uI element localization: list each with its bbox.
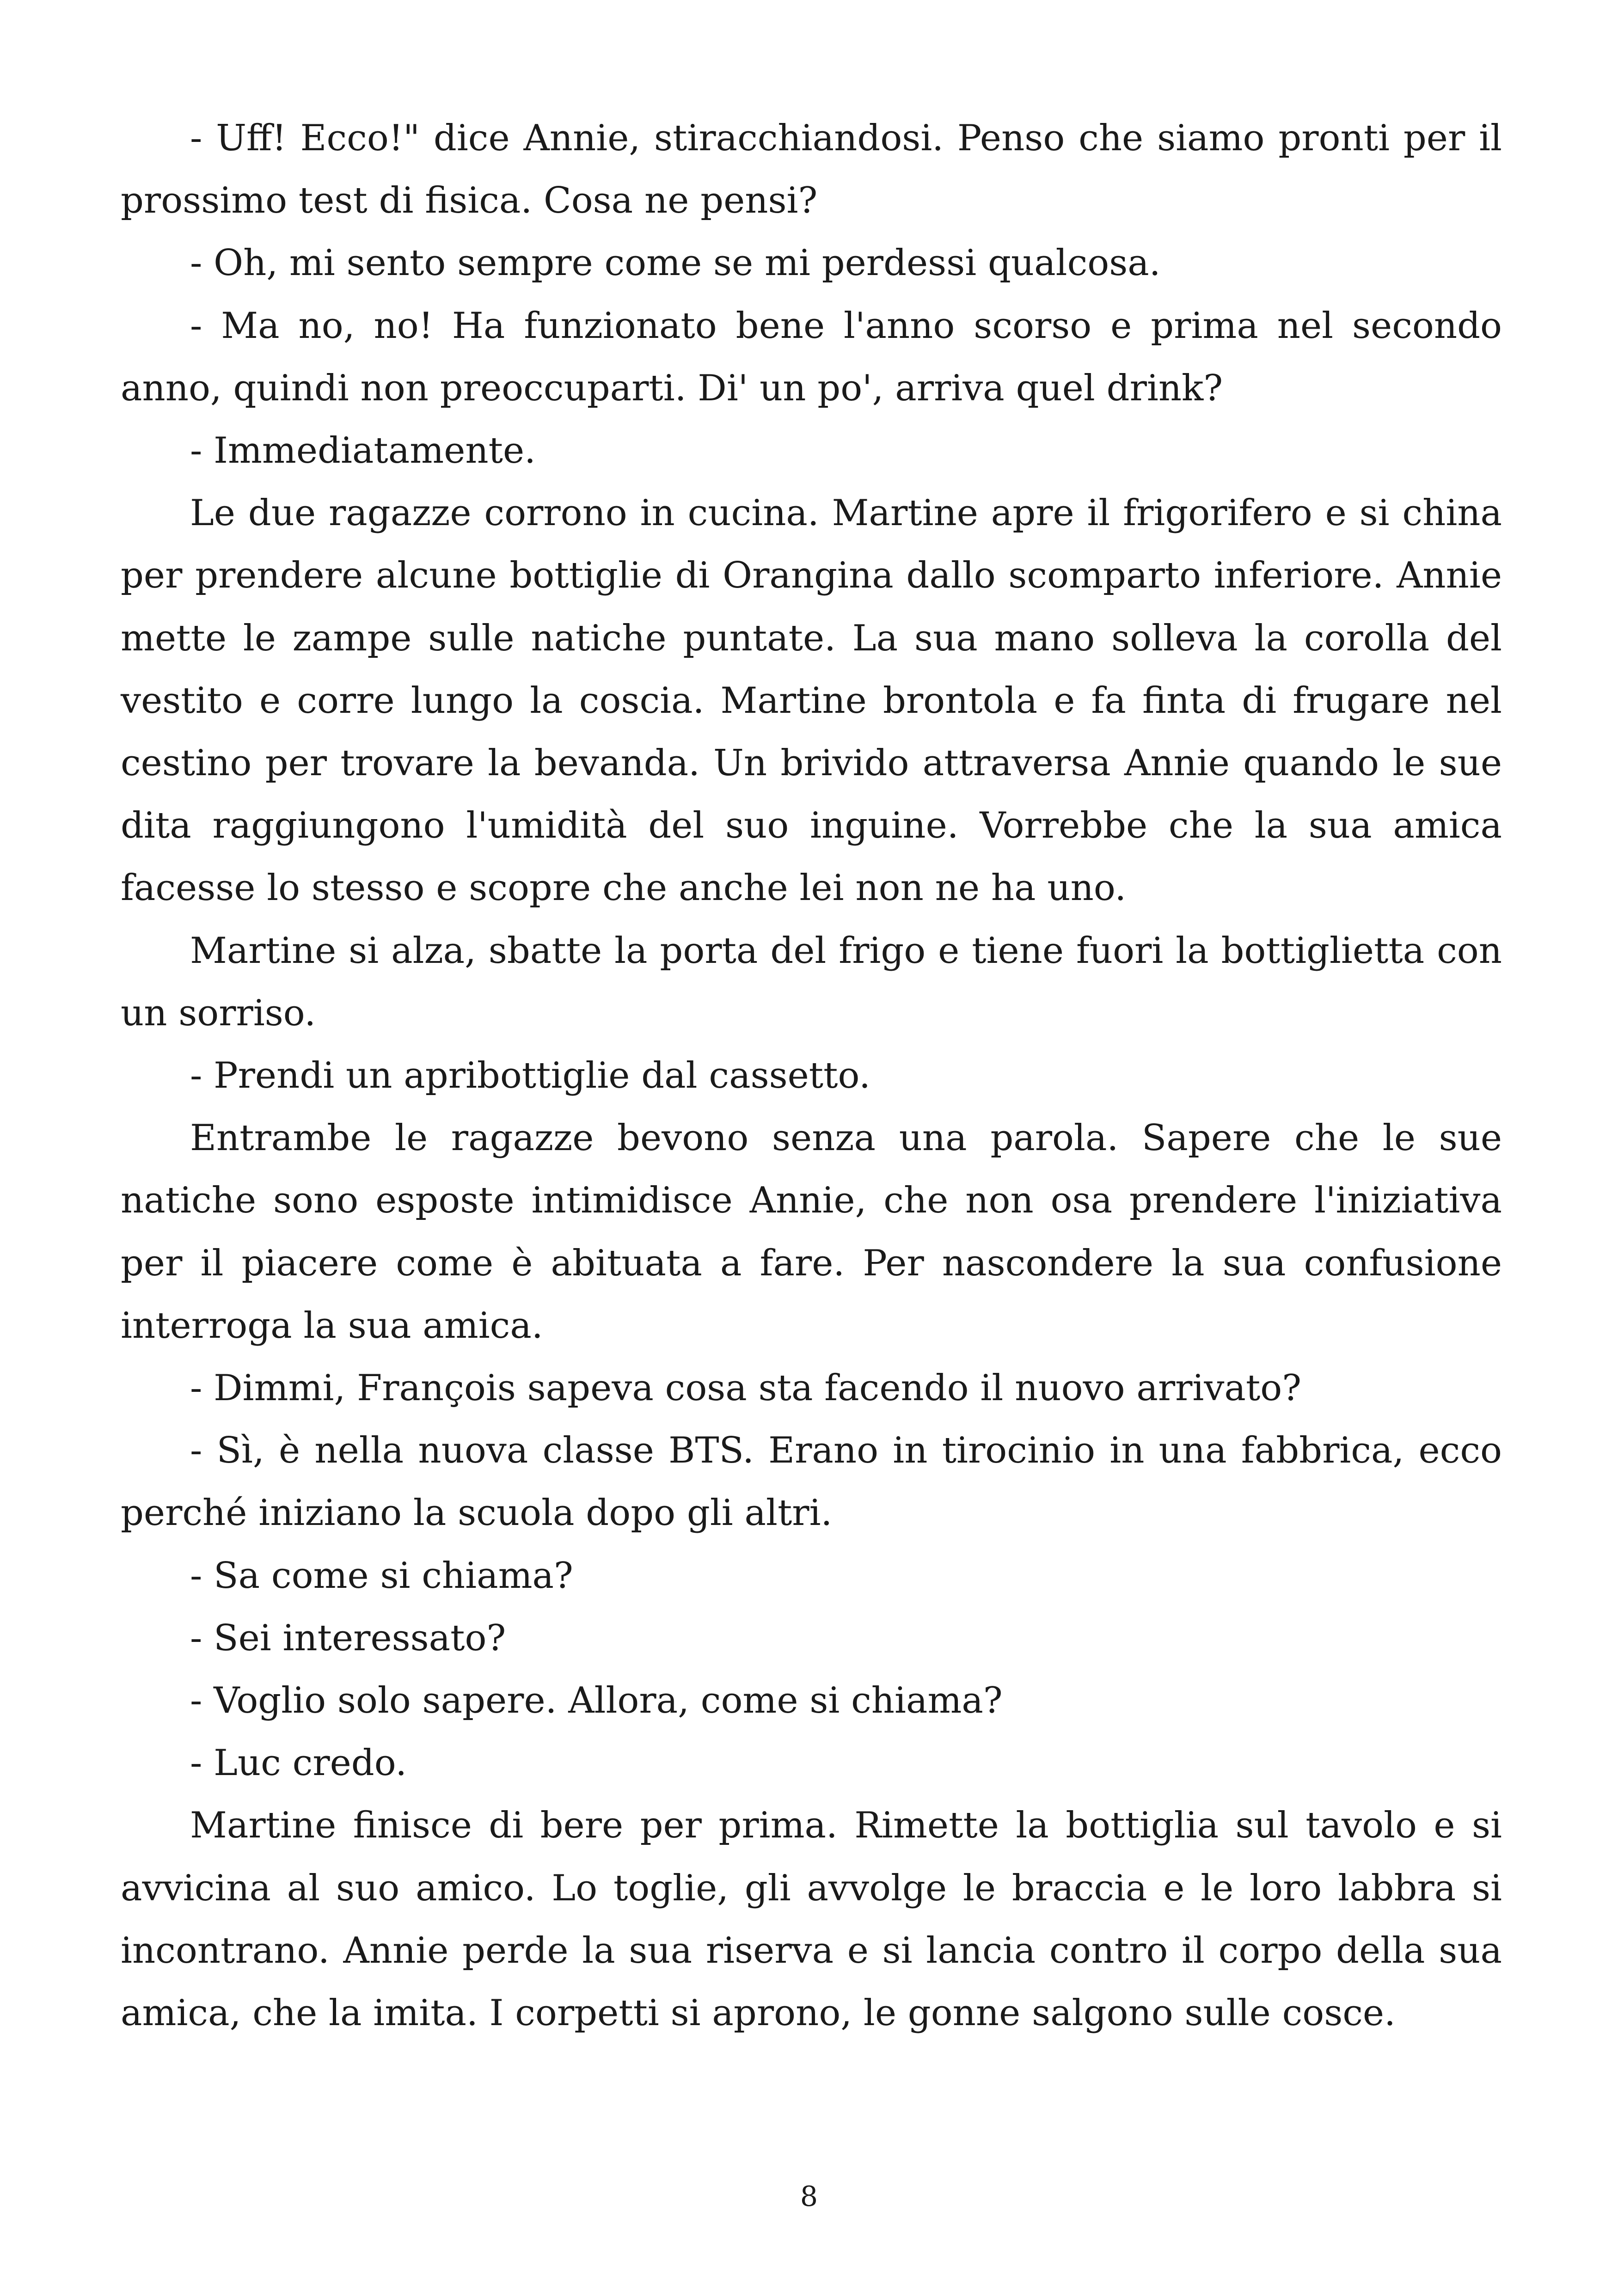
paragraph: - Immediatamente. xyxy=(190,430,536,472)
page-number: 8 xyxy=(800,2180,818,2213)
paragraph: Le due ragazze corrono in cucina. Martine apre il frigorifero e si china per prendere alcune bottiglie di Orangina dallo scomparto inferiore. Annie mette le zampe sulle natiche puntate. La sua mano solleva la corolla del vestito e corre lungo la coscia. Martine brontola e fa finta di frugare nel cestino per trovare la bevanda. Un brivido attraversa Annie quando le sue dita raggiungono l'umidità del suo inguine. Vorrebbe che la sua amica facesse lo stesso e scopre che anche lei non ne ha uno. xyxy=(121,492,1502,909)
paragraph: - Uff! Ecco!" dice Annie, stiracchiandosi. Penso che siamo pronti per il prossimo test di fisica. Cosa ne pensi? xyxy=(121,117,1502,222)
paragraph: - Voglio solo sapere. Allora, come si chiama? xyxy=(190,1680,1003,1722)
paragraph: - Dimmi, François sapeva cosa sta facendo il nuovo arrivato? xyxy=(190,1367,1302,1409)
paragraph: - Prendi un apribottiglie dal cassetto. xyxy=(190,1055,870,1097)
paragraph: - Ma no, no! Ha funzionato bene l'anno scorso e prima nel secondo anno, quindi non preoccuparti. Di' un po', arriva quel drink? xyxy=(121,305,1502,409)
paragraph: - Sì, è nella nuova classe BTS. Erano in tirocinio in una fabbrica, ecco perché iniziano la scuola dopo gli altri. xyxy=(121,1430,1502,1534)
paragraph: - Sa come si chiama? xyxy=(190,1555,573,1597)
paragraph: Martine si alza, sbatte la porta del frigo e tiene fuori la bottiglietta con un sorriso. xyxy=(121,930,1502,1034)
paragraph: Martine finisce di bere per prima. Rimette la bottiglia sul tavolo e si avvicina al suo amico. Lo toglie, gli avvolge le braccia e le loro labbra si incontrano. Annie perde la sua riserva e si lancia contro il corpo della sua amica, che la imita. I corpetti si aprono, le gonne salgono sulle cosce. xyxy=(121,1805,1502,2034)
paragraph: - Sei interessato? xyxy=(190,1617,506,1659)
paragraph: Entrambe le ragazze bevono senza una parola. Sapere che le sue natiche sono esposte intimidisce Annie, che non osa prendere l'iniziativa per il piacere come è abituata a fare. Per nascondere la sua confusione interroga la sua amica. xyxy=(121,1117,1502,1347)
body-text xyxy=(121,107,1502,2045)
paragraph: - Oh, mi sento sempre come se mi perdessi qualcosa. xyxy=(190,242,1161,284)
paragraph: - Luc credo. xyxy=(190,1742,407,1784)
